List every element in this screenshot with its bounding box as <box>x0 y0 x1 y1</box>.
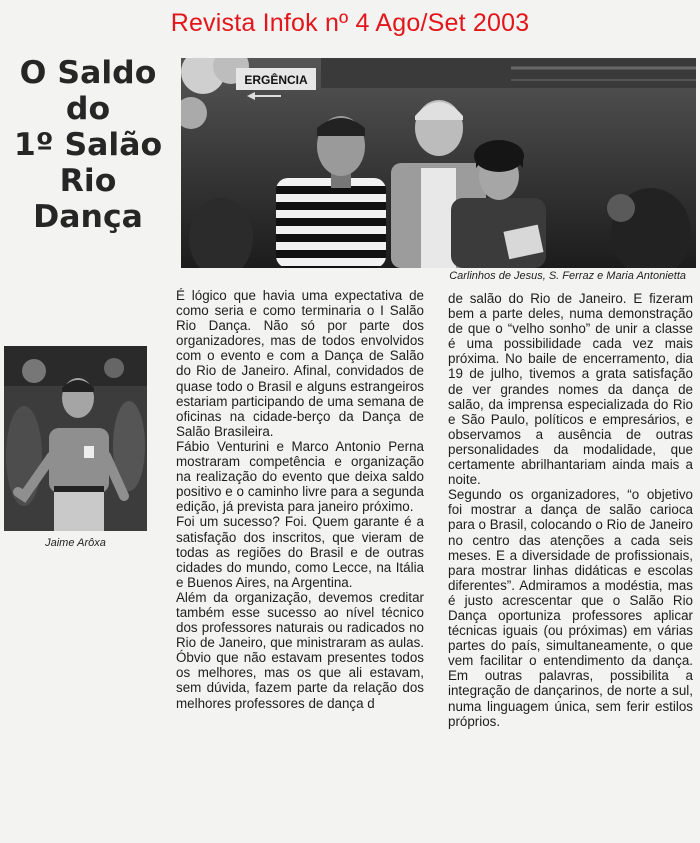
headline-line: O Saldo <box>19 55 157 91</box>
article-column-2 <box>448 291 693 729</box>
article-paragraph: É lógico que havia uma expectativa de como seria e como terminaria o I Salão Rio Dança. Não só por parte dos organizadores, mas de todos envolvidos com o evento e com a Dança de Salão do Rio de Janeiro. Afinal, convidados de quase todo o Brasil e alguns estrangeiros estariam participando de uma semana de oficinas na cidade-berço da Dança de Salão Brasileira. <box>176 288 424 439</box>
headline-line: Dança <box>33 199 143 235</box>
article-paragraph: Foi um sucesso? Foi. Quem garante é a satisfação dos inscritos, que vieram de todas as regiões do Brasil e de outras cidades do mundo, como Lecce, na Itália e Buenos Aires, na Argentina. <box>176 514 424 590</box>
headline-line: Rio <box>59 163 117 199</box>
main-photo <box>181 58 696 268</box>
article-paragraph: Além da organização, devemos creditar também esse sucesso ao nível técnico dos professores naturais ou radicados no Rio de Janeiro, que ministraram as aulas. Óbvio que não estavam presentes todos os melhores, mas os que ali estavam, sem dúvida, fazem parte da relação dos melhores professores de dança d <box>176 589 424 711</box>
magazine-masthead: Revista Infok nº 4 Ago/Set 2003 <box>170 9 530 37</box>
article-paragraph: de salão do Rio de Janeiro. E fizeram bem a parte deles, numa demonstração de que o “velho sonho” de unir a classe é uma possibilidade cada vez mais próxima. No baile de encerramento, dia 19 de julho, tivemos a grata satisfação de ver grandes nomes da dança de salão, da imprensa especializada do Rio e São Paulo, políticos e empresários, e observamos a ausência de outras personalidades da modalidade, que certamente abrilhantariam ainda mais a noite. <box>448 291 693 488</box>
headline-line: 1º Salão <box>13 127 163 163</box>
article-paragraph: Segundo os organizadores, “o objetivo foi mostrar a dança de salão carioca para o Brasil, colocando o Rio de Janeiro no centro das atenções a cada seis meses. E a diversidade de profissionais, para mostrar linhas didáticas e escolas diferentes”. Admiramos a modéstia, mas é justo acrescentar que o Salão Rio Dança oportuniza professores aplicar técnicas iguais (ou próximas) em várias partes do país, simultaneamente, o que vem facilitar o entendimento da dança. Em outras palavras, possibilita a integração de dançarinos, de norte a sul, numa linguagem única, sem ferir estilos próprios. <box>448 487 693 729</box>
main-photo-caption: Carlinhos de Jesus, S. Ferraz e Maria Antonietta <box>449 270 686 282</box>
emergency-sign-text: ERGÊNCIA <box>244 73 308 87</box>
side-photo-caption: Jaime Arôxa <box>45 537 106 549</box>
side-photo-image <box>4 346 147 531</box>
headline-line: do <box>65 91 111 127</box>
article-headline <box>8 55 168 235</box>
side-photo <box>4 346 147 531</box>
main-photo-image <box>181 58 696 268</box>
article-paragraph: Fábio Venturini e Marco Antonio Perna mostraram competência e organização na realização do evento que deixa saldo positivo e o caminho livre para a segunda edição, já prevista para janeiro próximo. <box>176 438 424 515</box>
article-column-1 <box>176 288 424 711</box>
